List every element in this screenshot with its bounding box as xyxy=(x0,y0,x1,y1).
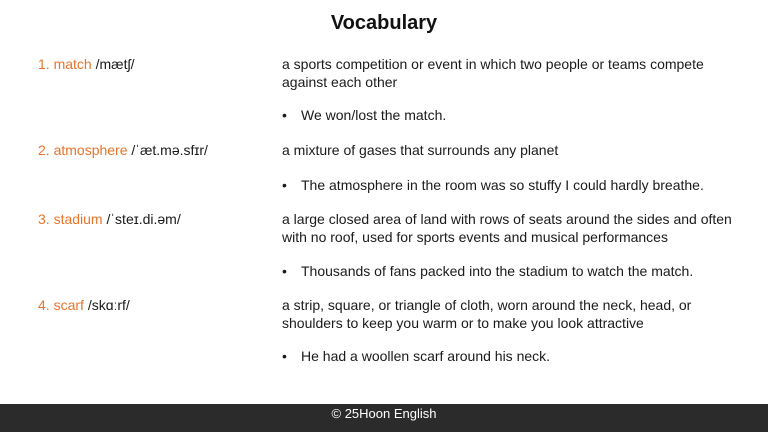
entry-number: 4. xyxy=(38,297,50,313)
example-text: He had a woollen scarf around his neck. xyxy=(301,348,551,364)
vocab-word: atmosphere xyxy=(53,142,128,158)
vocab-term xyxy=(38,210,181,228)
definition: a large closed area of land with rows of seats around the sides and often with no roof, used for sports events and musical performances xyxy=(282,211,732,245)
copyright-footer: © 25Hoon English xyxy=(0,404,768,432)
entry-number: 1. xyxy=(38,56,50,72)
bullet-icon: • xyxy=(282,263,287,279)
pronunciation: /ˈsteɪ.di.əm/ xyxy=(106,211,181,227)
entry-number: 3. xyxy=(38,211,50,227)
example-text: The atmosphere in the room was so stuffy I could hardly breathe. xyxy=(301,177,704,193)
entry-number: 2. xyxy=(38,142,50,158)
example-text: We won/lost the match. xyxy=(301,107,447,123)
pronunciation: /ˈæt.mə.sfɪr/ xyxy=(131,142,208,158)
page-title: Vocabulary xyxy=(330,12,438,34)
example-sentence xyxy=(282,262,734,280)
bullet-icon: • xyxy=(282,348,287,364)
pronunciation: /mætʃ/ xyxy=(95,56,135,72)
definition: a strip, square, or triangle of cloth, worn around the neck, head, or shoulders to keep you warm or to make you look attractive xyxy=(282,297,692,331)
example-sentence xyxy=(282,106,734,124)
vocab-word: match xyxy=(53,56,92,72)
vocab-word: scarf xyxy=(53,297,84,313)
bullet-icon: • xyxy=(282,107,287,123)
bullet-icon: • xyxy=(282,177,287,193)
vocab-term xyxy=(38,141,208,159)
vocab-word: stadium xyxy=(53,211,103,227)
example-sentence xyxy=(282,176,734,194)
example-sentence xyxy=(282,347,734,365)
vocab-term xyxy=(38,55,134,73)
pronunciation: /skɑːrf/ xyxy=(87,297,130,313)
example-text: Thousands of fans packed into the stadium to watch the match. xyxy=(301,263,694,279)
definition: a sports competition or event in which two people or teams compete against each other xyxy=(282,56,704,90)
definition: a mixture of gases that surrounds any planet xyxy=(282,142,559,158)
vocab-term xyxy=(38,296,130,314)
